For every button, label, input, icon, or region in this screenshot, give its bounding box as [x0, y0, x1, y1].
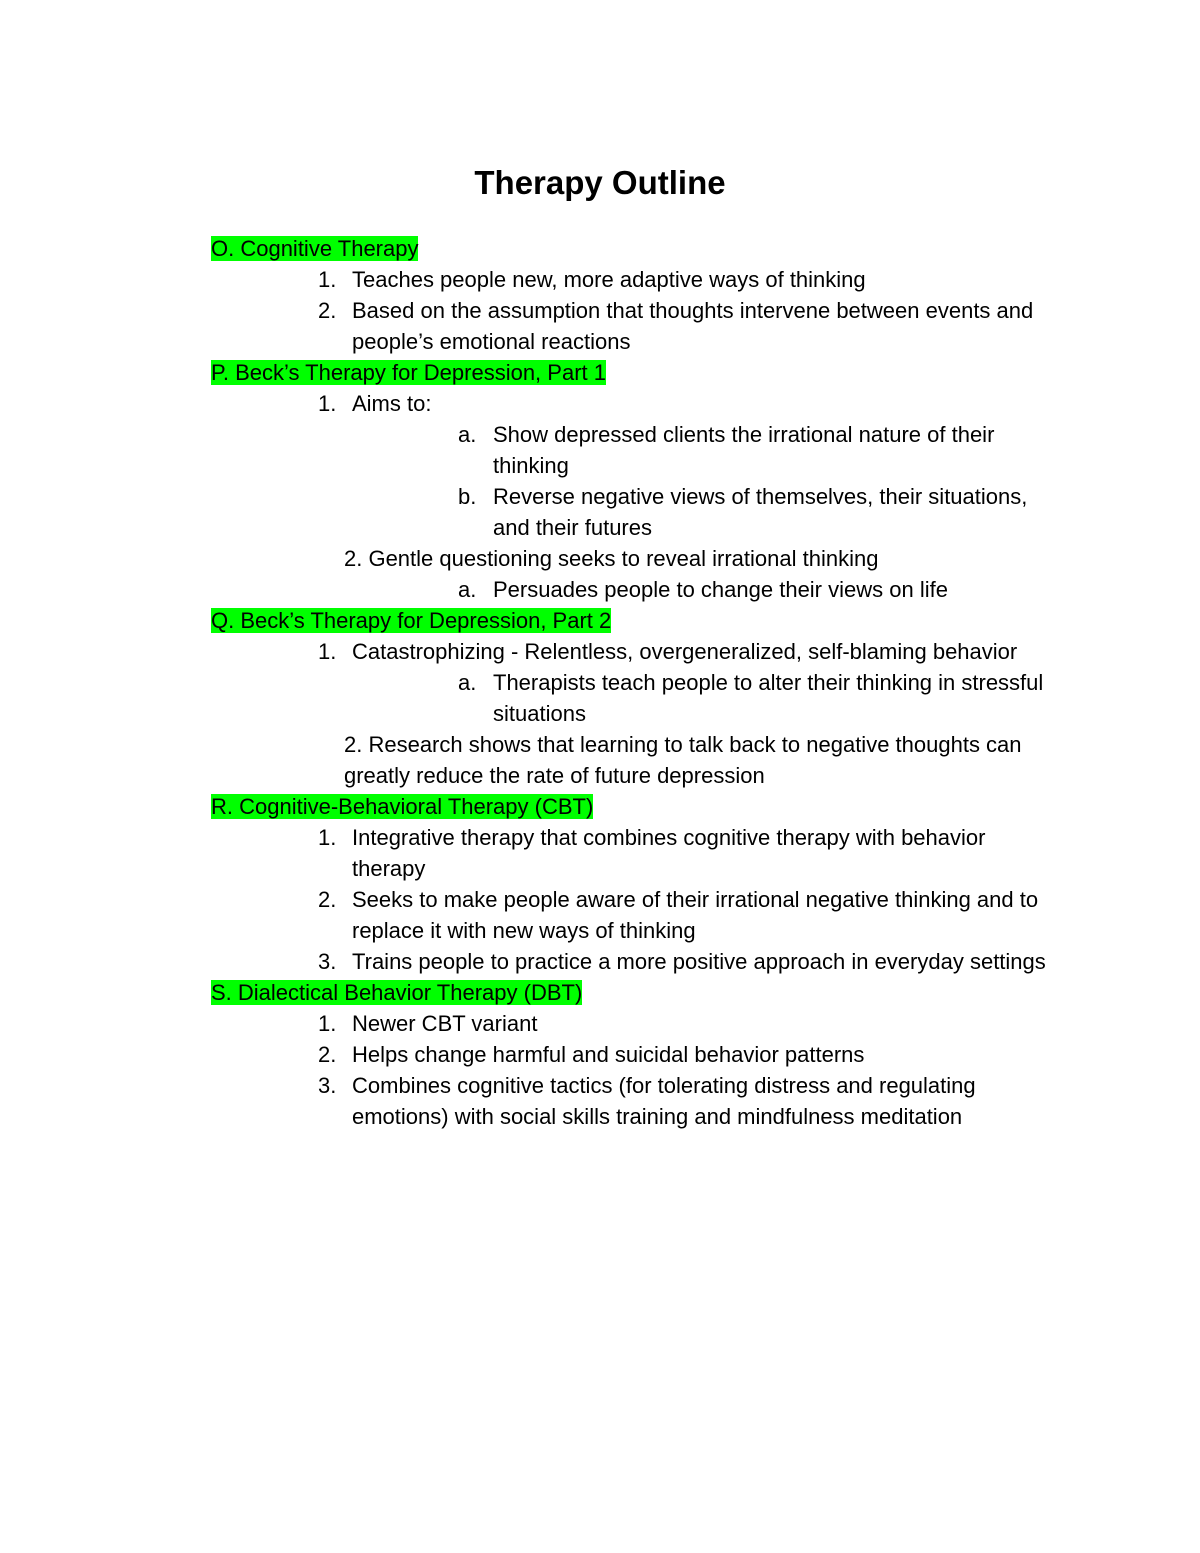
list-item-text: Seeks to make people aware of their irrational negative thinking and to replace it with new ways of thinking	[352, 887, 1039, 943]
list-marker: 2.	[318, 887, 337, 912]
list-marker: 1.	[318, 1011, 337, 1036]
list-marker: 1.	[318, 391, 337, 416]
list-item	[211, 264, 1061, 295]
list-marker: 3.	[318, 949, 337, 974]
list-marker: a.	[458, 422, 477, 447]
list-item	[211, 946, 1061, 977]
list-marker: 3.	[318, 1073, 337, 1098]
list-item	[211, 729, 1061, 791]
list-item	[211, 543, 1061, 574]
list-item-text: Based on the assumption that thoughts intervene between events and people’s emotional reactions	[352, 298, 1034, 354]
list-item-text: Teaches people new, more adaptive ways of thinking	[352, 267, 866, 292]
section-heading: O. Cognitive Therapy	[211, 236, 419, 261]
list-item	[211, 1008, 1061, 1039]
list-marker: 1.	[318, 639, 337, 664]
list-item	[211, 636, 1061, 667]
list-item-text: 2. Gentle questioning seeks to reveal irrational thinking	[344, 546, 879, 571]
list-item-text: Persuades people to change their views on life	[493, 577, 948, 602]
list-marker: b.	[458, 484, 477, 509]
list-item-text: Newer CBT variant	[352, 1011, 538, 1036]
list-item-text: Combines cognitive tactics (for tolerating distress and regulating emotions) with social skills training and mindfulness meditation	[352, 1073, 976, 1129]
list-item-text: 2. Research shows that learning to talk back to negative thoughts can greatly reduce the rate of future depression	[344, 732, 1022, 788]
list-item-text: Therapists teach people to alter their thinking in stressful situations	[493, 670, 1044, 726]
outline	[211, 233, 1061, 1132]
list-item-text: Reverse negative views of themselves, their situations, and their futures	[493, 484, 1028, 540]
list-item-text: Trains people to practice a more positive approach in everyday settings	[352, 949, 1046, 974]
list-item-text: Helps change harmful and suicidal behavior patterns	[352, 1042, 865, 1067]
list-item-text: Integrative therapy that combines cognitive therapy with behavior therapy	[352, 825, 986, 881]
sub-list-item	[211, 574, 1061, 605]
sub-list-item	[211, 419, 1061, 481]
list-marker: 2.	[318, 1042, 337, 1067]
list-item	[211, 295, 1061, 357]
list-item	[211, 822, 1061, 884]
list-marker: a.	[458, 577, 477, 602]
list-marker: a.	[458, 670, 477, 695]
list-item-text: Show depressed clients the irrational nature of their thinking	[493, 422, 995, 478]
list-marker: 1.	[318, 267, 337, 292]
list-item	[211, 884, 1061, 946]
section-heading: P. Beck’s Therapy for Depression, Part 1	[211, 360, 606, 385]
list-item-text: Aims to:	[352, 391, 432, 416]
list-item	[211, 1070, 1061, 1132]
list-marker: 2.	[318, 298, 337, 323]
section-heading: S. Dialectical Behavior Therapy (DBT)	[211, 980, 583, 1005]
list-item	[211, 1039, 1061, 1070]
sub-list-item	[211, 667, 1061, 729]
list-item-text: Catastrophizing - Relentless, overgeneralized, self-blaming behavior	[352, 639, 1018, 664]
sub-list-item	[211, 481, 1061, 543]
section-heading: Q. Beck’s Therapy for Depression, Part 2	[211, 608, 612, 633]
section-heading: R. Cognitive-Behavioral Therapy (CBT)	[211, 794, 594, 819]
list-marker: 1.	[318, 825, 337, 850]
list-item	[211, 388, 1061, 419]
page-title: Therapy Outline	[474, 164, 726, 202]
